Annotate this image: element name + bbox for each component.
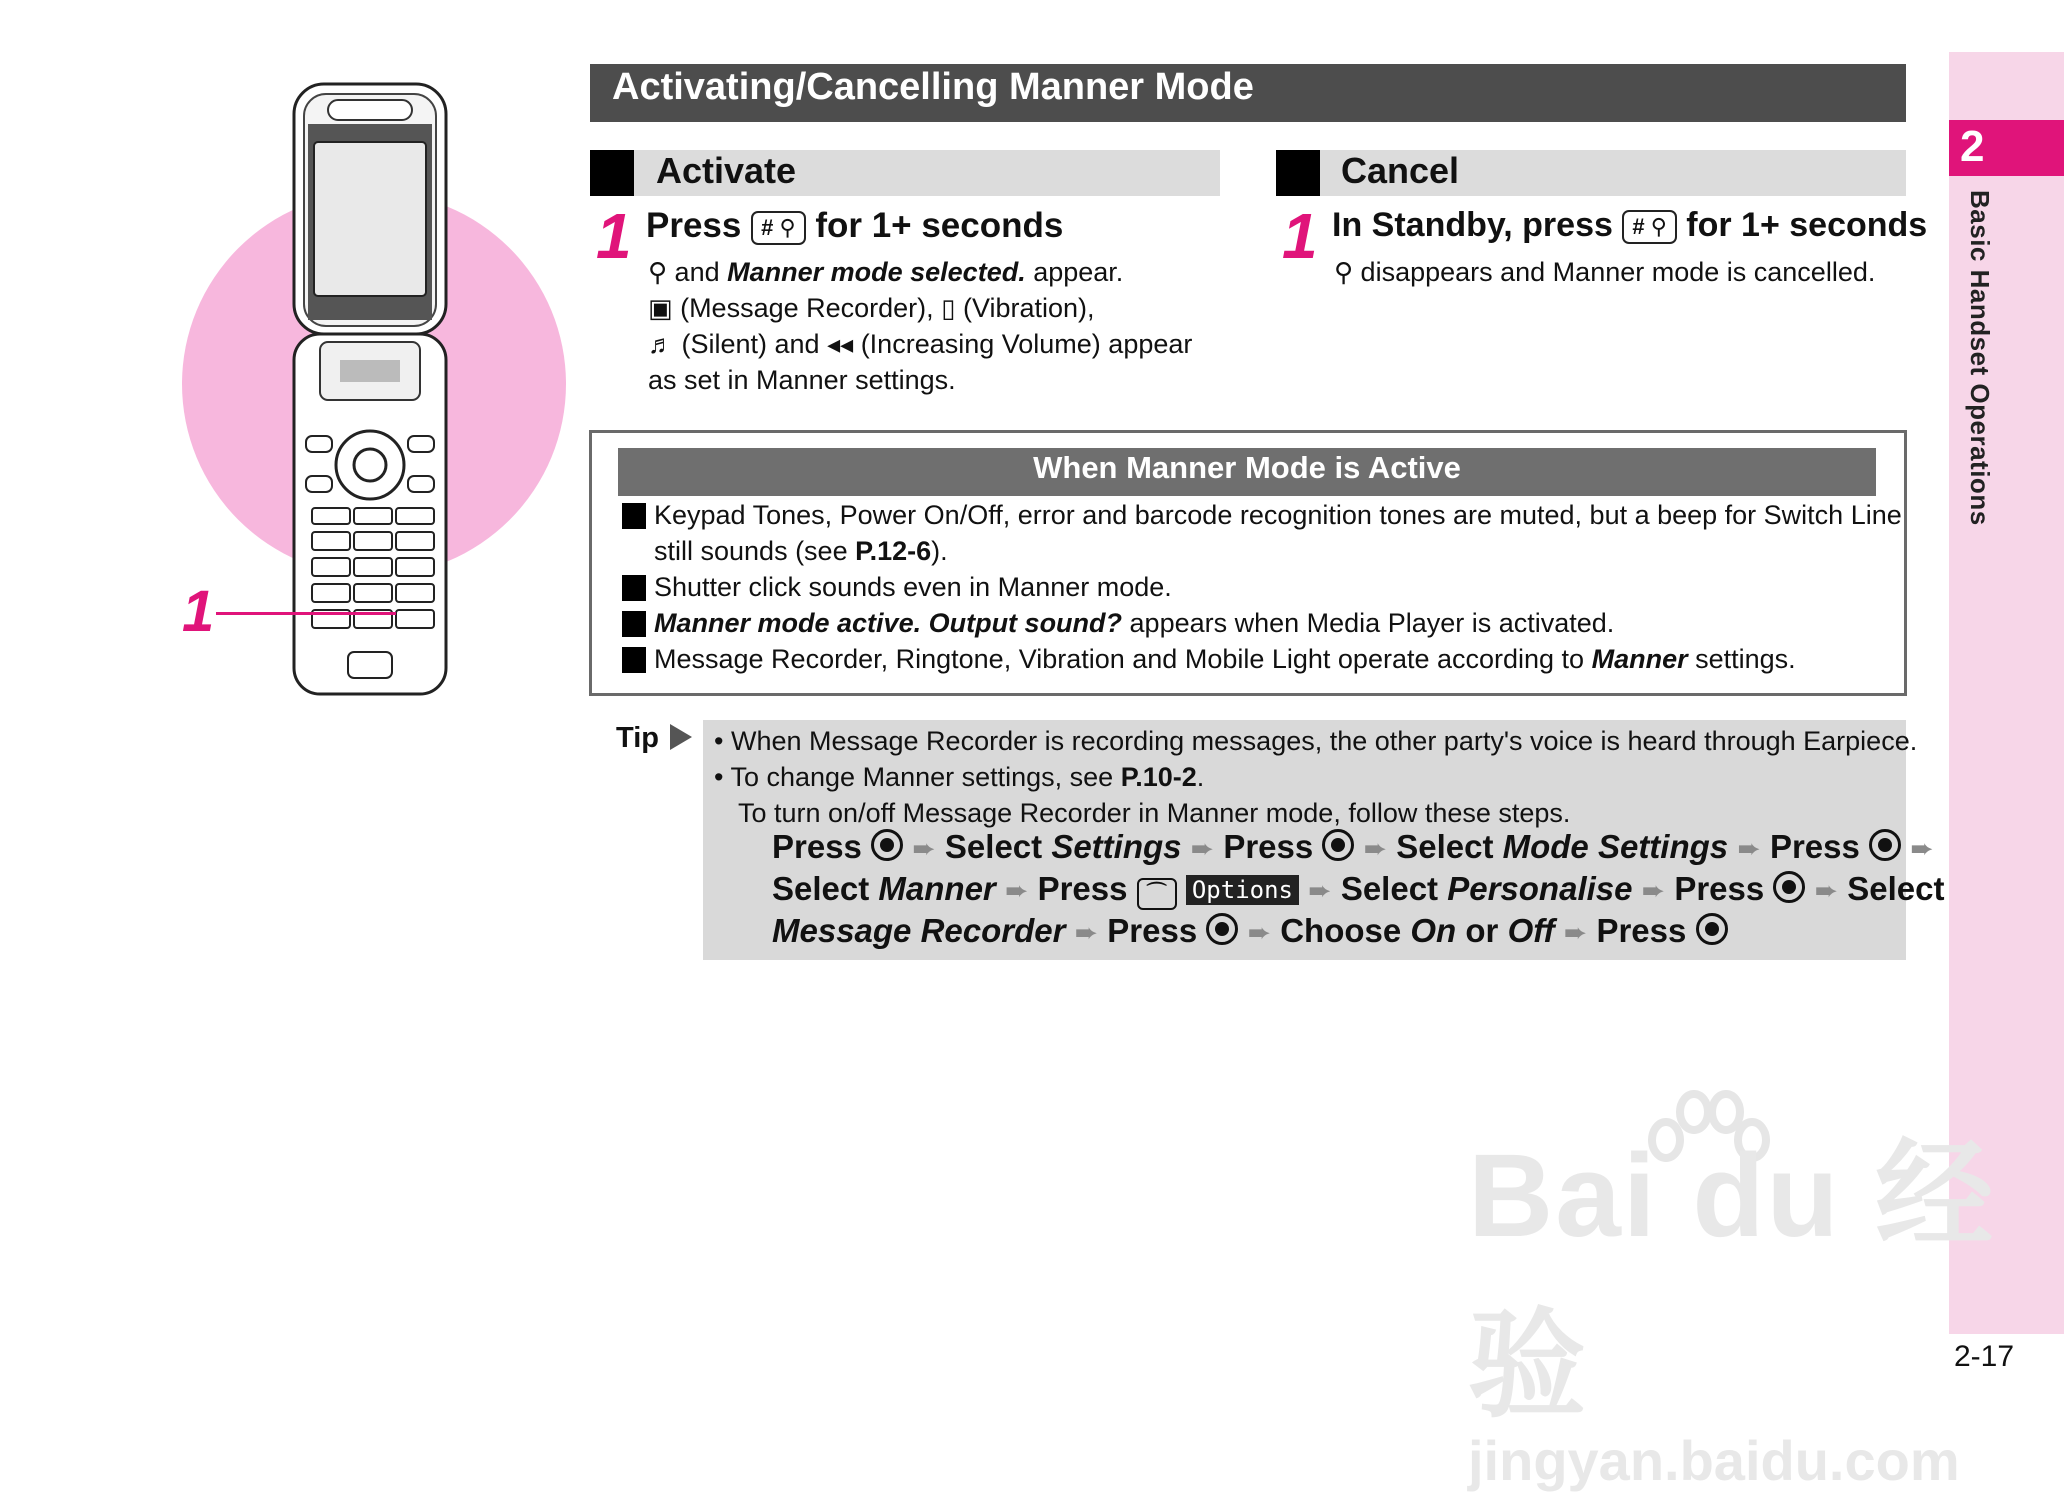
increasing-volume-icon: ◂◂ xyxy=(827,329,854,359)
info-bullet-1-line-2: still sounds (see P.12-6). xyxy=(654,536,948,566)
tip-steps-line-1: Press ➨ Select Settings ➨ Press ➨ Select Mode Settings ➨ Press ➨ xyxy=(772,828,1934,865)
center-key-icon xyxy=(1773,871,1805,903)
bullet-square xyxy=(622,647,646,673)
phone-illustration xyxy=(280,80,460,700)
page-reference-link[interactable]: P.12-6 xyxy=(855,536,932,566)
activate-header: Activate xyxy=(656,150,797,191)
activate-step-number: 1 xyxy=(596,200,632,272)
center-key-icon xyxy=(1322,829,1354,861)
cancel-step-suffix: for 1+ seconds xyxy=(1686,206,1928,244)
cancel-step-number: 1 xyxy=(1282,200,1318,272)
activate-step-prefix: Press xyxy=(646,206,742,245)
arrow-right-icon: ➨ xyxy=(1308,875,1332,906)
page-number: 2-17 xyxy=(1954,1340,2015,1373)
info-bullet-2: Shutter click sounds even in Manner mode. xyxy=(654,572,1172,602)
center-key-icon xyxy=(1869,829,1901,861)
activate-header-marker xyxy=(590,150,634,196)
page-reference-link[interactable]: P.10-2 xyxy=(1120,762,1197,792)
activate-line-4: as set in Manner settings. xyxy=(648,365,956,395)
cancel-step-title xyxy=(1332,206,1927,245)
vibration-icon: ▯ xyxy=(941,293,956,323)
chapter-number: 2 xyxy=(1960,122,1985,171)
bullet-square xyxy=(622,575,646,601)
soft-key-icon: ⌒ xyxy=(1137,878,1177,910)
watermark xyxy=(1468,1100,2064,1493)
options-softkey-label: Options xyxy=(1186,875,1299,905)
manner-mode-icon: ⚲ xyxy=(1334,257,1354,287)
center-key-icon xyxy=(871,829,903,861)
tip-item-2: • To change Manner settings, see P.10-2. xyxy=(714,762,1205,792)
activate-step-title xyxy=(646,206,1063,246)
center-key-icon xyxy=(1696,913,1728,945)
activate-line-3: ♬ (Silent) and ◂◂ (Increasing Volume) appear xyxy=(648,329,1193,359)
tip-label: Tip xyxy=(616,722,659,754)
arrow-right-icon: ➨ xyxy=(1737,833,1761,864)
arrow-right-icon: ➨ xyxy=(1247,917,1272,948)
bullet-square xyxy=(622,503,646,529)
watermark-url: jingyan.baidu.com xyxy=(1468,1429,1960,1492)
arrow-right-icon: ➨ xyxy=(1363,833,1388,864)
callout-number: 1 xyxy=(182,579,215,644)
activate-line-1: ⚲ and Manner mode selected. appear. xyxy=(648,257,1124,287)
hash-key-icon: # ⚲ xyxy=(1622,210,1676,244)
arrow-right-icon: ➨ xyxy=(1004,875,1029,906)
info-bullet-1-line-1: Keypad Tones, Power On/Off, error and barcode recognition tones are muted, but a beep for Switch Line xyxy=(654,500,1902,530)
arrow-right-icon: ➨ xyxy=(1910,833,1934,864)
chapter-title: Basic Handset Operations xyxy=(1965,190,1995,526)
cancel-step-prefix: In Standby, press xyxy=(1332,206,1613,244)
cancel-description: ⚲ disappears and Manner mode is cancelled. xyxy=(1334,257,1876,287)
center-key-icon xyxy=(1206,913,1238,945)
arrow-right-icon: ➨ xyxy=(1563,917,1588,948)
cancel-header-marker xyxy=(1276,150,1320,196)
callout-line xyxy=(216,612,396,615)
silent-icon: ♬ xyxy=(648,329,674,359)
tip-steps-line-2: Select Manner ➨ Press ⌒ Options ➨ Select Personalise ➨ Press ➨ Select xyxy=(772,870,1944,910)
arrow-right-icon: ➨ xyxy=(1641,875,1666,906)
activate-step-suffix: for 1+ seconds xyxy=(815,206,1064,245)
arrow-right-icon: ➨ xyxy=(1190,833,1215,864)
arrow-right-icon: ➨ xyxy=(1074,917,1099,948)
info-bullet-3: Manner mode active. Output sound? appears when Media Player is activated. xyxy=(654,608,1615,638)
message-recorder-icon: ▣ xyxy=(648,293,673,323)
tip-item-1: • When Message Recorder is recording messages, the other party's voice is heard through Earpiece. xyxy=(714,726,1918,756)
hash-key-icon: # ⚲ xyxy=(751,211,805,245)
arrow-right-icon: ➨ xyxy=(1814,875,1839,906)
cancel-header: Cancel xyxy=(1341,150,1460,191)
tip-item-3: To turn on/off Message Recorder in Manner mode, follow these steps. xyxy=(738,798,1571,828)
manner-mode-icon: ⚲ xyxy=(648,257,668,287)
page-title: Activating/Cancelling Manner Mode xyxy=(612,66,1254,108)
info-header: When Manner Mode is Active xyxy=(1033,450,1461,485)
arrow-right-icon: ➨ xyxy=(912,833,936,864)
tip-arrow-icon xyxy=(670,724,692,750)
activate-description xyxy=(648,254,1228,398)
bullet-square xyxy=(622,611,646,637)
activate-line-2: ▣ (Message Recorder), ▯ (Vibration), xyxy=(648,293,1095,323)
watermark-logo-text: Bai du 经验 xyxy=(1468,1130,1996,1432)
tip-steps-line-3: Message Recorder ➨ Press ➨ Choose On or Off ➨ Press xyxy=(772,912,1728,950)
info-bullet-4: Message Recorder, Ringtone, Vibration and Mobile Light operate according to Manner settings. xyxy=(654,644,1796,674)
